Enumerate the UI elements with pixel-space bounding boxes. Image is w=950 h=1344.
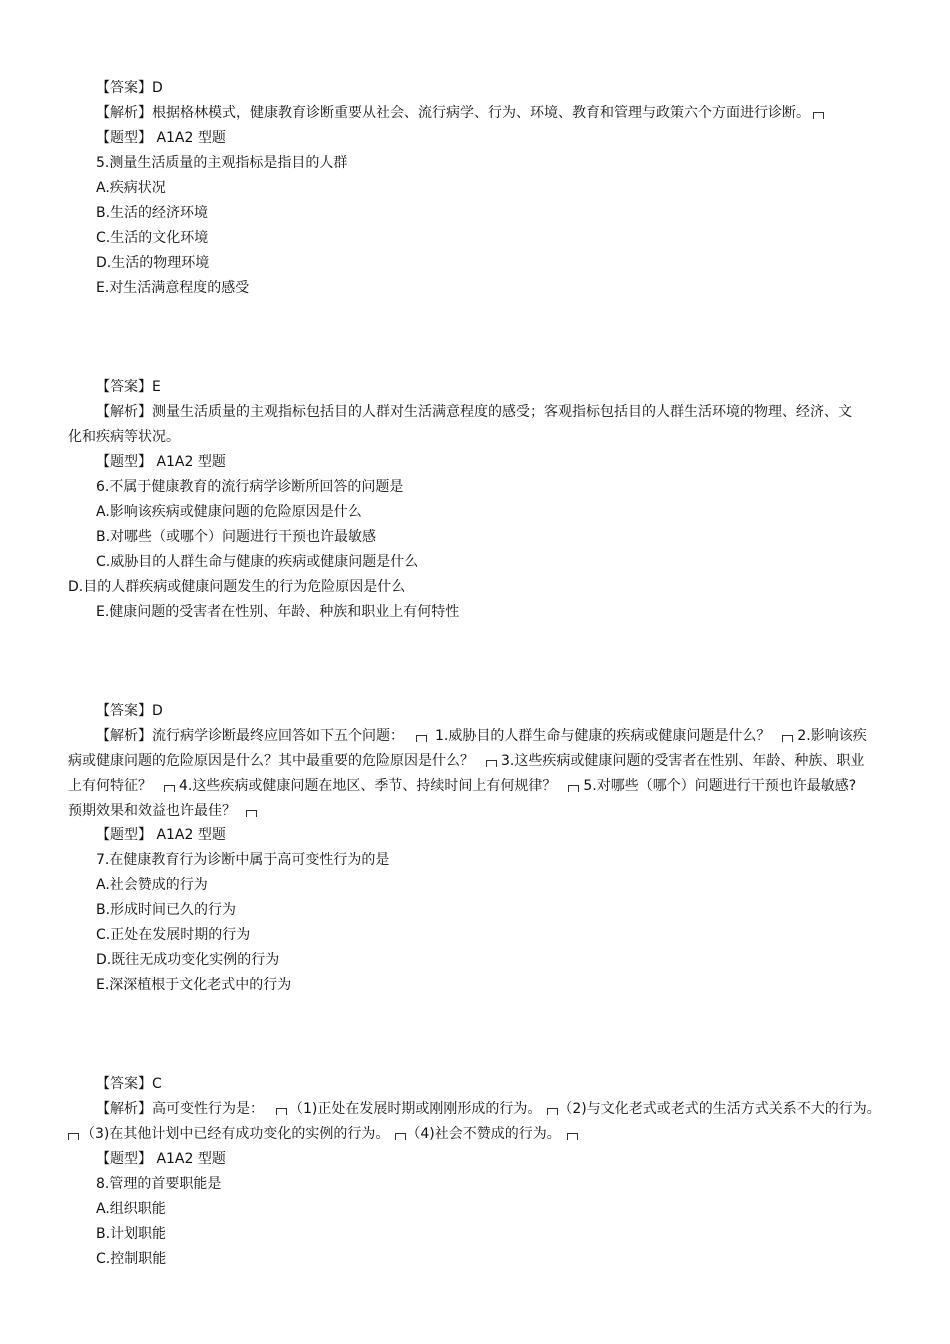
option-b: B.对哪些（或哪个）问题进行干预也许最敏感 — [96, 529, 377, 545]
option-d: D.既往无成功变化实例的行为 — [96, 952, 280, 968]
option-a: A.社会赞成的行为 — [96, 877, 208, 893]
paragraph-mark-icon — [813, 112, 824, 119]
question-stem: 5.测量生活质量的主观指标是指目的人群 — [96, 155, 348, 171]
analysis-line-continued: 上有何特征？ 4.这些疾病或健康问题在地区、季节、持续时间上有何规律？ 5.对哪些（哪个）问题进行干预也许最敏感? — [68, 778, 857, 794]
question-type-line: 【题型】 A1A2 型题 — [96, 1151, 226, 1167]
paragraph-mark-icon — [276, 1108, 287, 1115]
option-a: A.组织职能 — [96, 1201, 166, 1217]
question-type-line: 【题型】 A1A2 型题 — [96, 130, 226, 146]
paragraph-mark-icon — [486, 760, 497, 767]
paragraph-mark-icon — [68, 1133, 79, 1140]
option-e: E.深深植根于文化老式中的行为 — [96, 977, 292, 993]
question-type-line: 【题型】 A1A2 型题 — [96, 827, 226, 843]
paragraph-mark-icon — [547, 1108, 558, 1115]
question-stem: 7.在健康教育行为诊断中属于高可变性行为的是 — [96, 852, 390, 868]
paragraph-mark-icon — [164, 785, 175, 792]
answer-line: 【答案】D — [96, 80, 163, 96]
option-b: B.形成时间已久的行为 — [96, 902, 237, 918]
option-a: A.疾病状况 — [96, 180, 166, 196]
paragraph-mark-icon — [246, 810, 257, 817]
answer-line: 【答案】D — [96, 703, 163, 719]
option-c: C.控制职能 — [96, 1251, 167, 1267]
paragraph-mark-icon — [568, 785, 579, 792]
option-d: D.目的人群疾病或健康问题发生的行为危险原因是什么 — [68, 579, 406, 595]
option-b: B.生活的经济环境 — [96, 205, 209, 221]
option-e: E.对生活满意程度的感受 — [96, 280, 250, 296]
option-c: C.生活的文化环境 — [96, 230, 209, 246]
analysis-line-continued: 预期效果和效益也许最佳？ — [68, 802, 261, 820]
option-d: D.生活的物理环境 — [96, 255, 210, 271]
analysis-line: 【解析】高可变性行为是： （1)正处在发展时期或刚刚形成的行为。 （2)与文化老式或老式的生活方式关系不大的行为。 — [96, 1101, 881, 1117]
analysis-line-continued: （3)在其他计划中已经有成功变化的实例的行为。 （4)社会不赞成的行为。 — [68, 1125, 578, 1143]
option-b: B.计划职能 — [96, 1226, 167, 1242]
analysis-line: 【解析】流行病学诊断最终应回答如下五个问题： 1.威胁目的人群生命与健康的疾病或健康问题是什么？ 2.影响该疾 — [96, 728, 867, 744]
analysis-line: 【解析】测量生活质量的主观指标包括目的人群对生活满意程度的感受；客观指标包括目的人群生活环境的物理、经济、文 — [96, 404, 852, 420]
option-a: A.影响该疾病或健康问题的危险原因是什么 — [96, 504, 362, 520]
paragraph-mark-icon — [567, 1133, 578, 1140]
option-c: C.正处在发展时期的行为 — [96, 927, 251, 943]
analysis-line-continued: 化和疾病等状况。 — [68, 429, 180, 445]
paragraph-mark-icon — [782, 735, 793, 742]
question-stem: 8.管理的首要职能是 — [96, 1176, 222, 1192]
question-stem: 6.不属于健康教育的流行病学诊断所回答的问题是 — [96, 479, 404, 495]
answer-line: 【答案】E — [96, 379, 161, 395]
analysis-line: 【解析】根据格林模式，健康教育诊断重要从社会、流行病学、行为、环境、教育和管理与政策六个方面进行诊断。 — [96, 104, 827, 122]
paragraph-mark-icon — [416, 735, 427, 742]
analysis-line-continued: 病或健康问题的危险原因是什么？其中最重要的危险原因是什么？ 3.这些疾病或健康问题的受害者在性别、年龄、种族、职业 — [68, 753, 865, 769]
answer-line: 【答案】C — [96, 1076, 162, 1092]
option-c: C.威胁目的人群生命与健康的疾病或健康问题是什么 — [96, 554, 419, 570]
option-e: E.健康问题的受害者在性别、年龄、种族和职业上有何特性 — [96, 604, 460, 620]
paragraph-mark-icon — [395, 1133, 406, 1140]
question-type-line: 【题型】 A1A2 型题 — [96, 454, 226, 470]
